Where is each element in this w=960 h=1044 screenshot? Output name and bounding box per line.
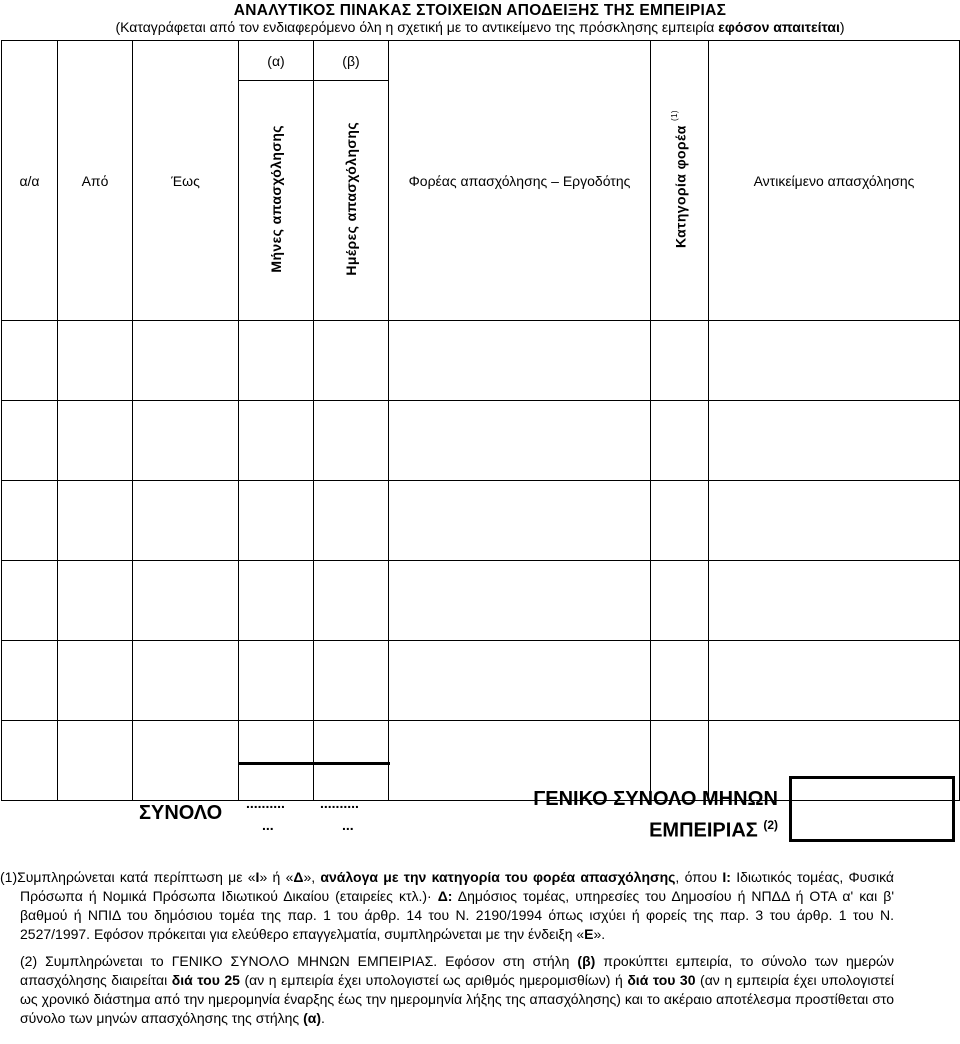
cell-days[interactable] <box>314 641 389 721</box>
experience-table <box>1 40 960 801</box>
cell-to[interactable] <box>133 321 239 401</box>
cell-category[interactable] <box>651 561 709 641</box>
table-row <box>2 401 960 481</box>
cell-days[interactable] <box>314 561 389 641</box>
cell-employer[interactable] <box>389 561 651 641</box>
cell-days[interactable] <box>314 401 389 481</box>
general-total-label: ΓΕΝΙΚΟ ΣΥΝΟΛΟ ΜΗΝΩΝ ΕΜΠΕΙΡΙΑΣ $^{(2)}$ <box>533 788 778 842</box>
col-header-months: Μήνες απασχόλησης <box>239 81 314 321</box>
cell-aa[interactable] <box>2 561 58 641</box>
general-total-box[interactable] <box>789 776 955 842</box>
col-header-aa: α/α <box>2 41 58 321</box>
cell-from[interactable] <box>58 641 133 721</box>
col-header-category: Κατηγορία φορέα $^{(1)}$ <box>651 41 709 321</box>
totals-row <box>0 762 960 852</box>
cell-employer[interactable] <box>389 481 651 561</box>
cell-months[interactable] <box>239 641 314 721</box>
page-title: ΑΝΑΛΥΤΙΚΟΣ ΠΙΝΑΚΑΣ ΣΤΟΙΧΕΙΩΝ ΑΠΟΔΕΙΞΗΣ ΤΗΣ ΕΜΠΕΙΡΙΑΣ <box>233 2 727 19</box>
cell-months[interactable] <box>239 401 314 481</box>
footnote-1: (1)Συμπληρώνεται κατά περίπτωση με «Ι» ή «Δ», ανάλογα με την κατηγορία του φορέα απασχόλησης, όπου Ι: Ιδιωτικός τομέας, Φυσικά Πρόσωπα ή Νομικά Πρόσωπα Ιδιωτικού Δικαίου (εταιρείες κτλ.)· Δ: Δημόσιος τομέας, υπηρεσίες του Δημοσίου ή ΝΠΔΔ ή ΟΤΑ α' και β' βαθμού ή ΝΠΙΔ του δημόσιου τομέα της παρ. 1 του άρθρ. 14 του Ν. 2190/1994 όπως ισχύει ή φορείς της παρ. 3 του άρθρ. 1 του Ν. 2527/1997. Εφόσον πρόκειται για ελεύθερο επαγγελματία, συμπληρώνεται με την ένδειξη «Ε». <box>0 869 894 942</box>
page-subtitle: (Καταγράφεται από τον ενδιαφερόμενο όλη η σχετική με το αντικείμενο της πρόσκλησης εμπειρία εφόσον απαιτείται) <box>115 19 845 35</box>
cell-aa[interactable] <box>2 481 58 561</box>
table-row <box>2 321 960 401</box>
cell-to[interactable] <box>133 401 239 481</box>
cell-category[interactable] <box>651 401 709 481</box>
footnote-2: (2) Συμπληρώνεται το ΓΕΝΙΚΟ ΣΥΝΟΛΟ ΜΗΝΩΝ ΕΜΠΕΙΡΙΑΣ. Εφόσον στη στήλη (β) προκύπτει εμπειρία, το σύνολο των ημερών απασχόλησης διαιρείται διά του 25 (αν η εμπειρία έχει υπολογιστεί ως αριθμός ημερομισθίων) ή διά του 30 (αν η εμπειρία έχει υπολογιστεί ως χρονικό διάστημα από την ημερομηνία έναρξης έως την ημερομηνία λήξης της απασχόλησης) και το ακέραιο αποτέλεσμα προστίθεται στο σύνολο των μηνών απασχόλησης της στήλης (α). <box>20 953 894 1026</box>
cell-aa[interactable] <box>2 401 58 481</box>
cell-from[interactable] <box>58 321 133 401</box>
table-row <box>2 561 960 641</box>
cell-to[interactable] <box>133 561 239 641</box>
cell-months[interactable] <box>239 561 314 641</box>
group-header-b: (β) <box>314 41 389 81</box>
group-header-a: (α) <box>239 41 314 81</box>
cell-from[interactable] <box>58 561 133 641</box>
col-header-days: Ημέρες απασχόλησης <box>314 81 389 321</box>
cell-to[interactable] <box>133 641 239 721</box>
cell-employer[interactable] <box>389 641 651 721</box>
cell-days[interactable] <box>314 321 389 401</box>
days-total-field[interactable]: .......... ... <box>320 795 359 833</box>
col-header-to: Έως <box>133 41 239 321</box>
cell-object[interactable] <box>709 561 960 641</box>
cell-employer[interactable] <box>389 321 651 401</box>
table-row <box>2 641 960 721</box>
cell-from[interactable] <box>58 401 133 481</box>
col-header-from: Από <box>58 41 133 321</box>
cell-category[interactable] <box>651 641 709 721</box>
cell-from[interactable] <box>58 481 133 561</box>
cell-months[interactable] <box>239 481 314 561</box>
cell-aa[interactable] <box>2 641 58 721</box>
cell-object[interactable] <box>709 321 960 401</box>
cell-category[interactable] <box>651 481 709 561</box>
cell-category[interactable] <box>651 321 709 401</box>
cell-employer[interactable] <box>389 401 651 481</box>
col-header-employer: Φορέας απασχόλησης – Εργοδότης <box>389 41 651 321</box>
cell-object[interactable] <box>709 481 960 561</box>
cell-days[interactable] <box>314 481 389 561</box>
footnote-ref-1: (1) <box>670 109 680 121</box>
cell-to[interactable] <box>133 481 239 561</box>
totals-divider <box>238 762 390 765</box>
synolo-label: ΣΥΝΟΛΟ <box>139 802 223 824</box>
cell-aa[interactable] <box>2 321 58 401</box>
cell-months[interactable] <box>239 321 314 401</box>
footnotes <box>0 868 894 1036</box>
table-row <box>2 481 960 561</box>
cell-object[interactable] <box>709 641 960 721</box>
months-total-field[interactable]: .......... ... <box>246 795 285 833</box>
col-header-object: Αντικείμενο απασχόλησης <box>709 41 960 321</box>
cell-object[interactable] <box>709 401 960 481</box>
